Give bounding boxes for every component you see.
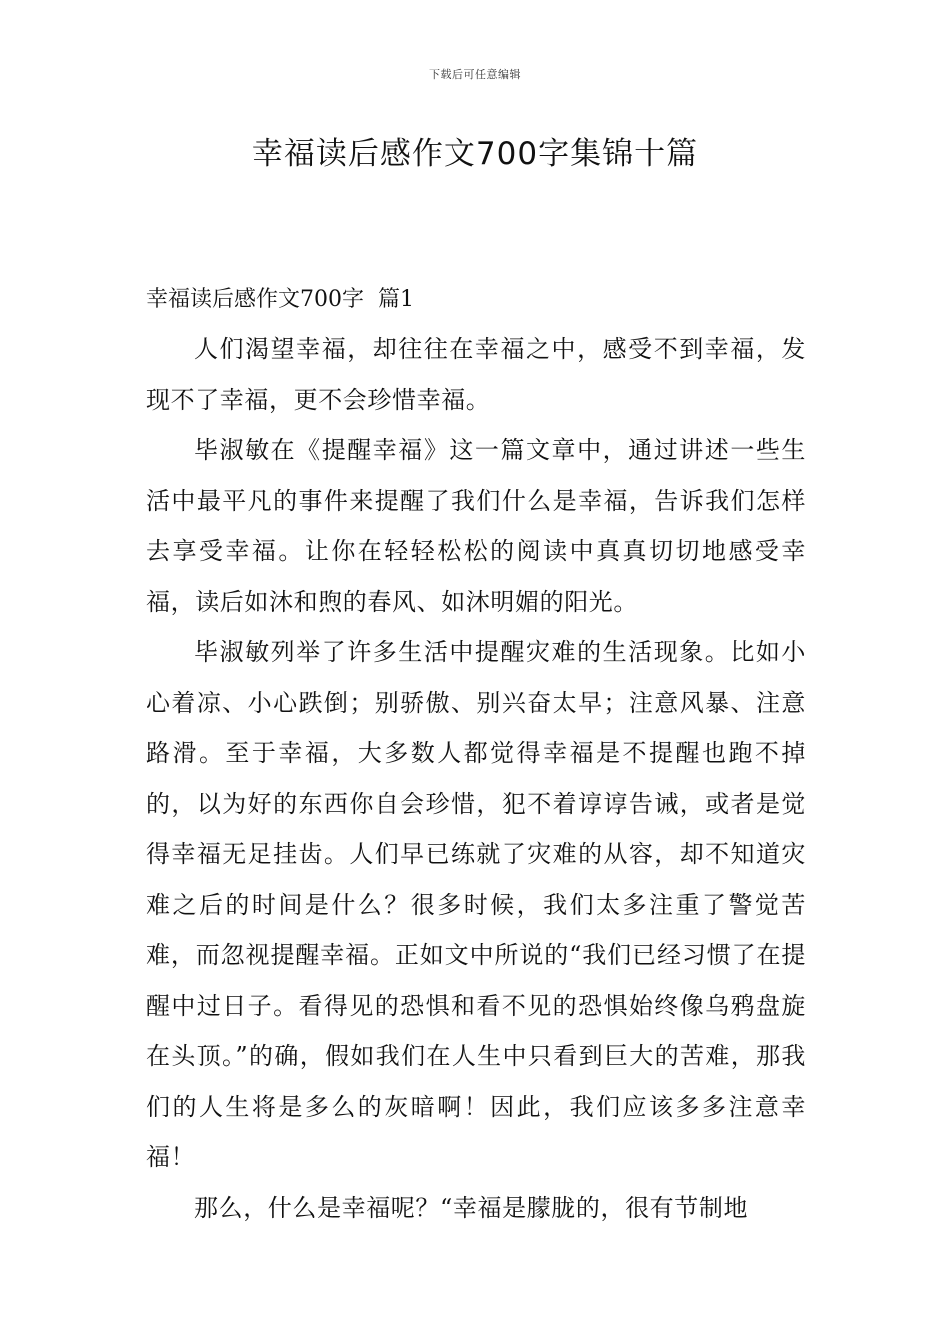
paragraph-1: 人们渴望幸福，却往往在幸福之中，感受不到幸福，发现不了幸福，更不会珍惜幸福。	[146, 335, 806, 414]
article-body	[146, 324, 806, 1233]
section-heading: 幸福读后感作文700字 篇1	[146, 287, 414, 312]
paragraph-3: 毕淑敏列举了许多生活中提醒灾难的生活现象。比如小心着凉、小心跌倒；别骄傲、别兴奋太早；注意风暴、注意路滑。至于幸福，大多数人都觉得幸福是不提醒也跑不掉的，以为好的东西你自会珍惜，犯不着谆谆告诫，或者是觉得幸福无足挂齿。人们早已练就了灾难的从容，却不知道灾难之后的时间是什么？很多时候，我们太多注重了警觉苦难，而忽视提醒幸福。正如文中所说的“我们已经习惯了在提醒中过日子。看得见的恐惧和看不见的恐惧始终像乌鸦盘旋在头顶。”的确，假如我们在人生中只看到巨大的苦难，那我们的人生将是多么的灰暗啊！因此，我们应该多多注意幸福！	[146, 638, 806, 1171]
header-note: 下载后可任意编辑	[429, 68, 521, 81]
paragraph-2: 毕淑敏在《提醒幸福》这一篇文章中，通过讲述一些生活中最平凡的事件来提醒了我们什么是幸福，告诉我们怎样去享受幸福。让你在轻轻松松的阅读中真真切切地感受幸福，读后如沐和煦的春风、如沐明媚的阳光。	[146, 436, 806, 616]
paragraph-4: 那么，什么是幸福呢？“幸福是朦胧的，很有节制地	[194, 1193, 749, 1222]
document-title: 幸福读后感作文700字集锦十篇	[251, 136, 699, 172]
